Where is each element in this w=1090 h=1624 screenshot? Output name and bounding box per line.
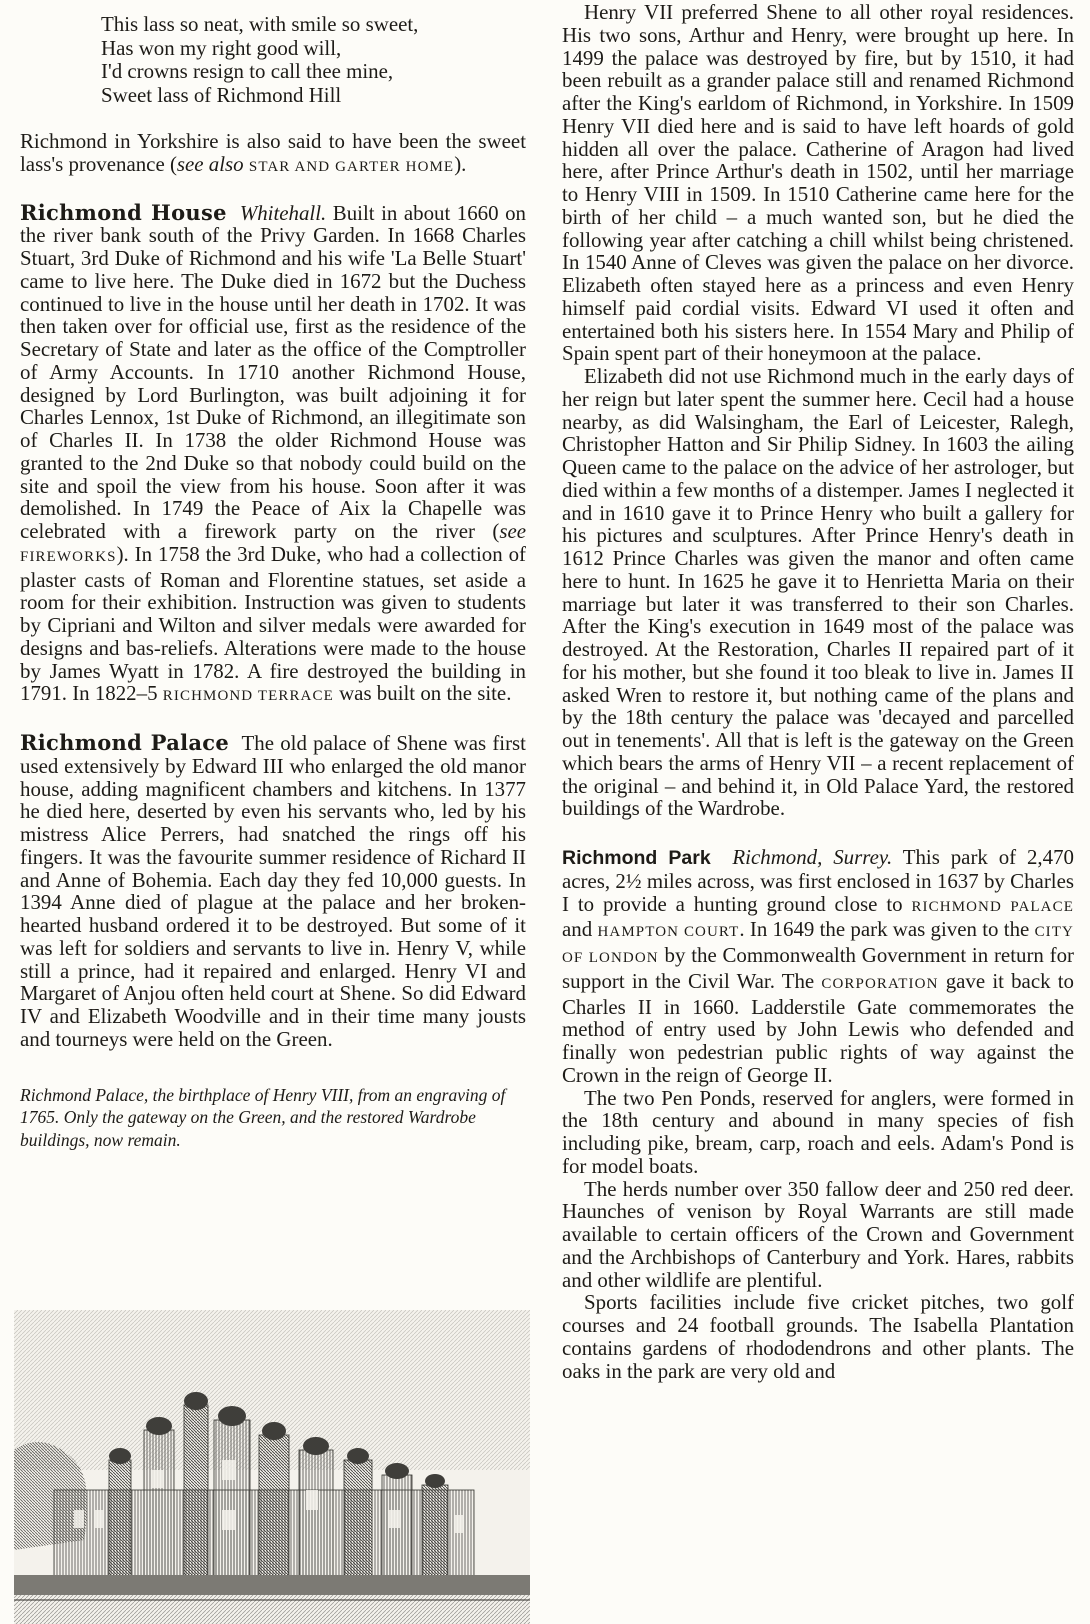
entry-heading: Richmond Park [562,847,711,869]
paragraph: The herds number over 350 fallow deer and 250 red deer. Haunches of venison by Royal Warrants are still made available to certain officers of the Crown and Government and the Archbishops of Canterbury and York. Hares, rabbits and other wildlife are plentiful. [562,1176,1074,1292]
cross-reference[interactable]: HAMPTON COURT [597,924,740,941]
entry-location: Whitehall. [239,200,327,225]
paragraph: Sports facilities include five cricket pitches, two golf courses and 24 football grounds. The Isabella Plantation contains gardens of rhododendrons and other plants. The oaks in the park are very old and [562,1290,1074,1383]
entry-location: Richmond, Surrey. [732,845,893,869]
paragraph: Elizabeth did not use Richmond much in the early days of her reign but later spent the summer here. Cecil had a house nearby, as did Walsingham, the Earl of Leicester, Ralegh, Christopher Hatton and Sir Philip Sidney. In 1603 the ailing Queen came to the palace on the advice of her astrologer, but died within a few months of a distemper. James I neglected it and in 1610 gave it to Prince Henry who built a gallery for his pictures and sculptures. After Prince Henry's death in 1612 Prince Charles was given the manor and often came here to hunt. In 1625 he gave it to Henrietta Maria on their marriage but later it was transferred to their son Charles. After the King's execution in 1649 most of the palace was destroyed. At the Restoration, Charles II repaired part of it for his mother, but she found it too bleak to live in. James II asked Wren to restore it, but nothing came of the plans and by the 18th century the palace was 'decayed and parcelled out in tenements'. All that is left is the gateway on the Green which bears the arms of Henry VII – a recent replacement of the original – and behind it, in Old Palace Yard, the restored buildings of the Wardrobe. [562,364,1074,821]
cross-reference[interactable]: CORPORATION [821,975,939,992]
cross-reference[interactable]: RICHMOND TERRACE [162,688,334,705]
right-column [562,1,1074,1382]
verse-line: Sweet lass of Richmond Hill [101,82,342,107]
verse-line: I'd crowns resign to call thee mine, [101,59,394,83]
richmond-house-entry: Richmond House Whitehall. Built in about 1660 on the river bank south of the Privy Garden. In 1668 Charles Stuart, 3rd Duke of Richmond and his wife 'La Belle Stuart' came to live here. The Duke died in 1672 but the Duchess continued to live in the house until her death in 1702. It was then taken over for official use, first as the residence of the Secretary of State and later as the office of the Comptroller of Army Accounts. In 1710 another Richmond House, designed by Lord Burlington, was built adjoining it for Charles Lennox, 1st Duke of Richmond, an illegitimate son of Charles II. In 1738 the older Richmond House was granted to the 2nd Duke so that nobody could build on the site and spoil the view from his house. Soon after it was demolished. In 1749 the Peace of Aix la Chapelle was celebrated with a firework party on the river (see FIREWORKS). In 1758 the 3rd Duke, who had a collection of plaster casts of Roman and Florentine statues, set aside a room for their exhibition. Instruction was given to students by Cipriani and Wilton and silver medals were awarded for designs and bas-reliefs. Alterations were made to the house by James Wyatt in 1782. A fire destroyed the building in 1791. In 1822–5 RICHMOND TERRACE was built on the site. [20,199,526,706]
cross-reference[interactable]: RICHMOND PALACE [911,898,1074,915]
image-caption: Richmond Palace, the birthplace of Henry VIII, from an engraving of 1765. Only the gateway on the Green, and the restored Wardrobe buildings, now remain. [20,1084,506,1150]
cross-reference[interactable]: FIREWORKS [20,548,117,565]
cross-reference[interactable]: CITY OF LONDON [562,924,1074,966]
entry-heading: Richmond House [20,199,227,225]
paragraph: The two Pen Ponds, reserved for anglers, were formed in the 18th century and abound in many species of fish including pike, bream, carp, roach and eels. Adam's Pond is for model boats. [562,1085,1074,1178]
entry-heading: Richmond Palace [20,730,230,755]
cross-reference[interactable]: STAR AND GARTER HOME [248,158,455,175]
palace-engraving [14,1310,530,1624]
richmond-palace-entry: Richmond Palace The old palace of Shene was first used extensively by Edward III who enlarged the old manor house, adding magnificent chambers and kitchens. In 1377 he died here, deserted by even his servants who, led by his mistress Alice Perrers, had snatched the rings off his fingers. It was the favourite summer residence of Richard II and Anne of Bohemia. Each day they fed 10,000 guests. In 1394 Anne died of plague at the palace and her brokenhearted husband ordered it to be destroyed. But some of it was left for soldiers and servants to live in. Henry V, while still a prince, had it repaired and enlarged. Henry VI and Margaret of Anjou often held court at Shene. So did Edward IV and Elizabeth Woodville and in their time many jousts and tourneys were held on the Green. [20,730,526,1051]
yorkshire-paragraph: Richmond in Yorkshire is also said to have been the sweet lass's provenance (see also STAR AND GARTER HOME). [20,129,526,176]
verse-stanza [101,13,418,107]
left-column [20,130,526,1151]
paragraph: Henry VII preferred Shene to all other royal residences. His two sons, Arthur and Henry, were brought up here. In 1499 the palace was destroyed by fire, but by 1510, it had been rebuilt as a grander palace still and renamed Richmond after the King's earldom of Richmond, in Yorkshire. In 1509 Henry VII died here and is said to have left hoards of gold hidden all over the palace. Catherine of Aragon had lived here, after Prince Arthur's death in 1502, until her marriage to Henry VIII in 1509. In 1510 Catherine came here for the birth of her child – a much wanted son, but he died the following year after catching a chill whilst being christened. In 1540 Anne of Cleves was given the palace on her divorce. Elizabeth often stayed here as a princess and even Henry himself paid cordial visits. Edward VI used it often and entertained both his sisters here. In 1554 Mary and Philip of Spain spent part of their honeymoon at the palace. [562,0,1074,366]
richmond-park-entry: Richmond Park Richmond, Surrey. This park of 2,470 acres, 2½ miles across, was first enclosed in 1637 by Charles I to provide a hunting ground close to RICHMOND PALACE and HAMPTON COURT. In 1649 the park was given to the CITY OF LONDON by the Commonwealth Government in return for support in the Civil War. The CORPORATION gave it back to Charles II in 1660. Ladderstile Gate commemorates the method of entry used by John Lewis who defended and finally won pedestrian public rights of way against the Crown in the reign of George II. [562,845,1074,1087]
verse-line: This lass so neat, with smile so sweet, [101,12,419,36]
verse-line: Has won my right good will, [101,35,342,60]
